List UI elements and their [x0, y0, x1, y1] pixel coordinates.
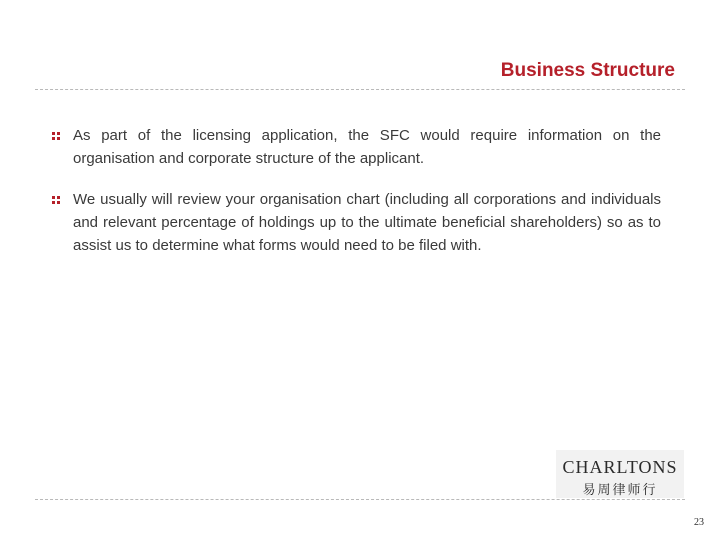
page-number: 23 — [694, 517, 704, 528]
charltons-logo — [556, 450, 684, 498]
logo-name-en: CHARLTONS — [562, 457, 678, 477]
bullet-text: As part of the licensing application, the SFC would require information on the organisation and corporate structure of the applicant. — [73, 127, 661, 167]
slide-title: Business Structure — [500, 60, 675, 81]
bottom-divider — [35, 499, 685, 500]
bullet-text: We usually will review your organisation chart (including all corporations and individuals and relevant percentage of holdings up to the ultimate beneficial shareholders) so as to assist us to determine what forms would need to be filed with. — [73, 191, 661, 254]
square-bullet-icon — [52, 196, 60, 204]
logo-name-cn: 易周律师行 — [582, 483, 658, 498]
top-divider — [35, 89, 685, 90]
square-bullet-icon — [52, 132, 60, 140]
bullet-item — [50, 188, 661, 257]
bullet-item — [50, 124, 661, 170]
bullet-list — [50, 124, 661, 275]
